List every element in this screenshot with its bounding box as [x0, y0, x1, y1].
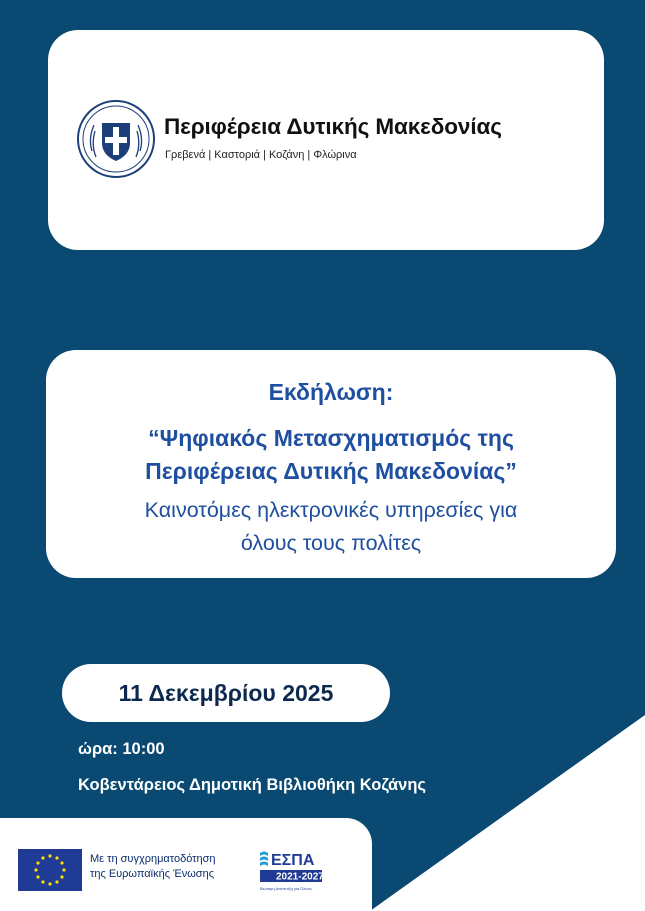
funding-footer [0, 818, 372, 911]
greek-emblem-icon [76, 99, 156, 179]
event-subtitle-line2: όλους τους πολίτες [240, 531, 422, 555]
region-logo-card [48, 30, 604, 250]
event-title [46, 422, 616, 488]
region-name: Περιφέρεια Δυτικής Μακεδονίας [164, 114, 502, 139]
espa-logo-icon [258, 847, 338, 895]
eu-flag-icon [18, 849, 82, 891]
event-subtitle-line1: Καινοτόμες ηλεκτρονικές υπηρεσίες για [144, 498, 518, 522]
eu-cofunding-line1: Με τη συγχρηματοδότηση [90, 853, 216, 865]
espa-years: 2021-2027 [276, 871, 324, 883]
eu-cofunding-line2: της Ευρωπαϊκής Ένωσης [90, 868, 214, 880]
event-date-badge [62, 664, 390, 722]
event-card [46, 350, 616, 578]
event-date: 11 Δεκεμβρίου 2025 [118, 680, 334, 706]
event-subtitle [46, 494, 616, 560]
event-title-line2: Περιφέρειας Δυτικής Μακεδονίας” [145, 458, 517, 484]
event-time: ώρα: 10:00 [78, 740, 165, 758]
event-venue: Κοβεντάρειος Δημοτική Βιβλιοθήκη Κοζάνης [78, 776, 426, 794]
espa-name: ΕΣΠΑ [271, 852, 315, 869]
event-title-line1: “Ψηφιακός Μετασχηματισμός της [148, 425, 514, 451]
region-prefectures: Γρεβενά | Καστοριά | Κοζάνη | Φλώρινα [165, 149, 357, 161]
event-label: Εκδήλωση: [268, 379, 394, 405]
espa-tagline: Βιώσιμη Ανάπτυξη για Όλους [260, 886, 312, 891]
